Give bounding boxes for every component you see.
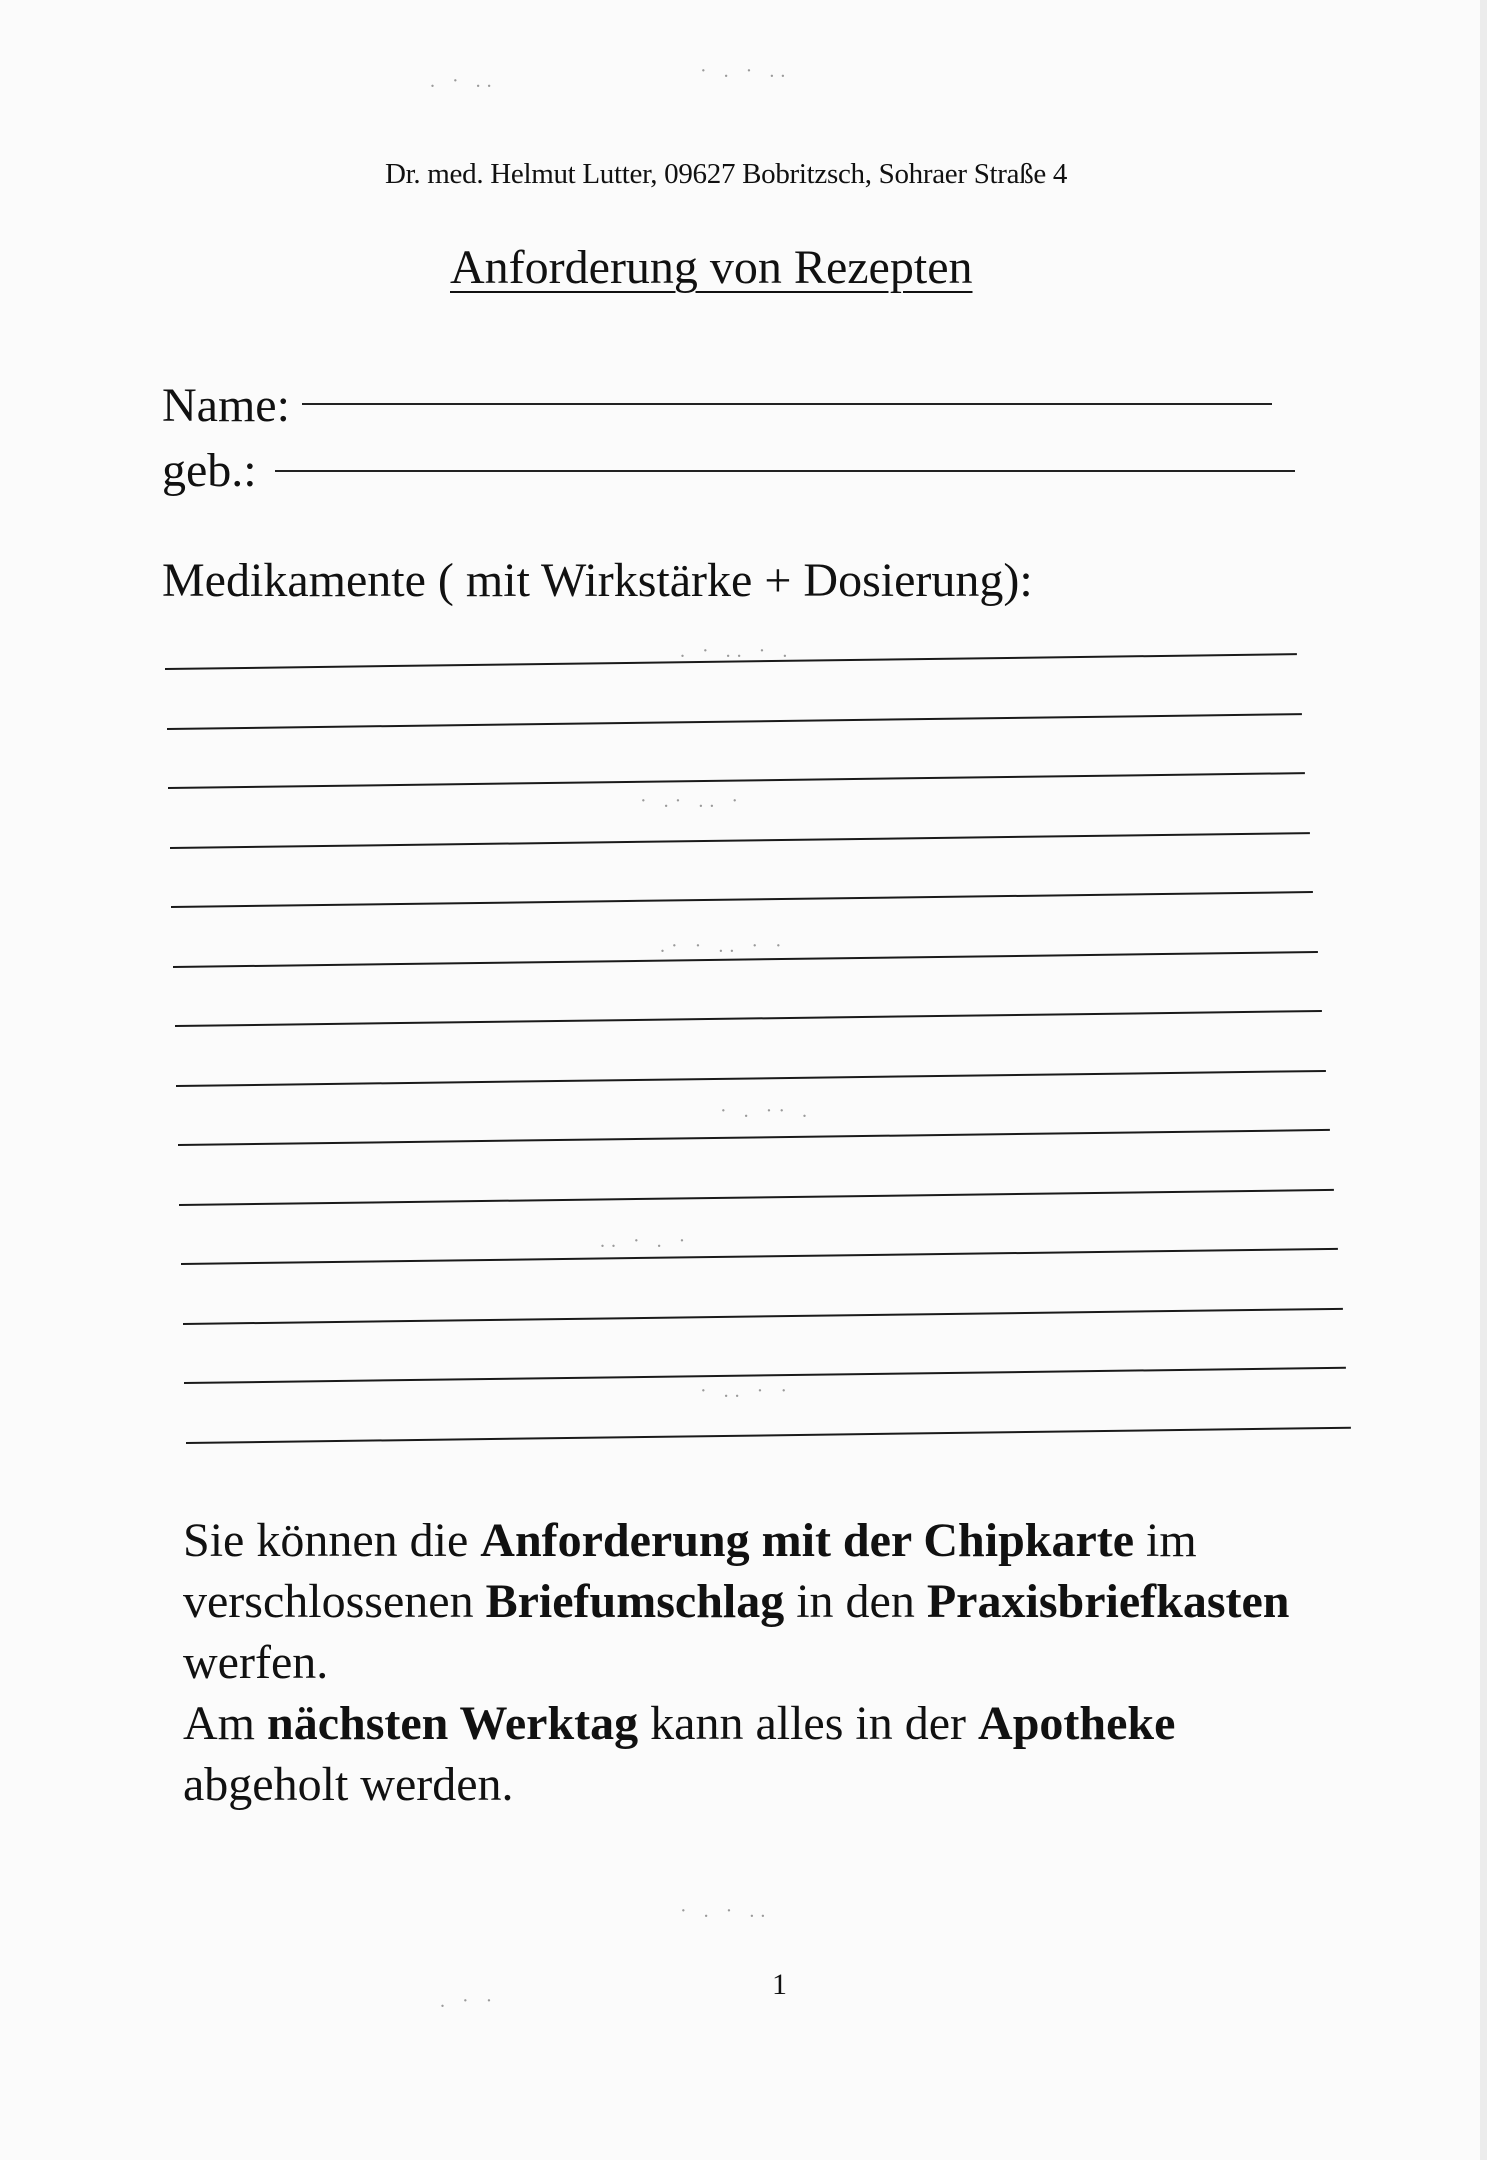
name-field-line[interactable] [302, 403, 1272, 405]
notice-bold-workday: nächsten Werktag [267, 1697, 639, 1750]
scan-noise: . · .. · . [680, 640, 794, 662]
medication-label: Medikamente ( mit Wirkstärke + Dosierung): [162, 554, 1033, 607]
birth-date-label: geb.: [162, 444, 257, 497]
medication-line[interactable] [170, 832, 1309, 849]
medication-line[interactable] [168, 772, 1305, 789]
medication-line[interactable] [176, 1069, 1325, 1086]
scan-noise: · . ·· . [720, 1100, 813, 1122]
notice-bold-mailbox: Praxisbriefkasten [926, 1575, 1290, 1628]
notice-bold-chipcard: Anforderung mit der Chipkarte [480, 1514, 1135, 1567]
medication-line[interactable] [183, 1307, 1342, 1324]
form-title: Anforderung von Rezepten [450, 241, 973, 294]
scan-noise: .. · . · [600, 1230, 692, 1252]
scan-noise: .· · .. · · [660, 935, 788, 957]
notice-text: Sie können die Anforderung mit der Chipkarte im verschlossenen Briefumschlag in den Praxisbriefkasten werfen. Am nächsten Werktag kann alles in der Apotheke abgeholt werden. [183, 1514, 1290, 1811]
scan-noise: . · .. [430, 70, 498, 92]
scan-noise: . · · [440, 1990, 499, 2012]
medication-line[interactable] [179, 1188, 1333, 1205]
medication-line[interactable] [167, 713, 1301, 730]
scan-noise: · .· .. · [640, 790, 744, 812]
name-label: Name: [162, 379, 290, 432]
medication-line[interactable] [171, 891, 1313, 908]
scan-noise: · . · .. [680, 1900, 772, 1922]
notice-bold-pharmacy: Apotheke [978, 1697, 1176, 1750]
medication-line[interactable] [178, 1129, 1330, 1146]
scan-noise: · .. · · [700, 1380, 793, 1402]
medication-line[interactable] [175, 1010, 1322, 1027]
medication-line[interactable] [181, 1248, 1338, 1265]
practice-address: Dr. med. Helmut Lutter, 09627 Bobritzsch, Sohraer Straße 4 [385, 158, 1068, 190]
page-number: 1 [772, 1968, 787, 2001]
medication-line[interactable] [186, 1426, 1350, 1443]
notice-bold-envelope: Briefumschlag [485, 1575, 785, 1628]
scan-noise: · . · .. [700, 60, 792, 82]
birth-date-field-line[interactable] [275, 470, 1295, 472]
